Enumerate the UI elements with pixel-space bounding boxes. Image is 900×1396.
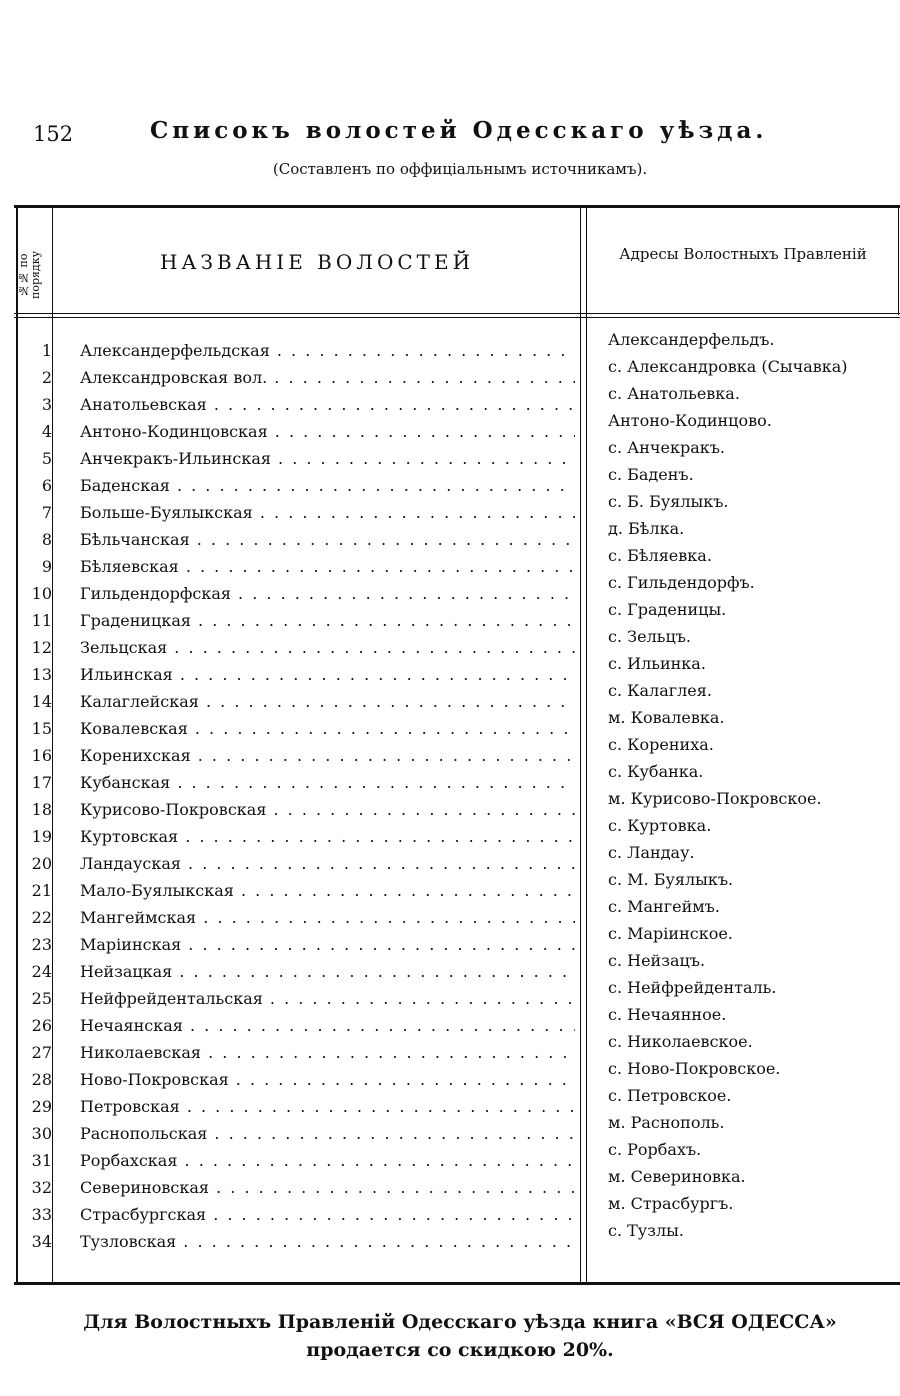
cell-addr: с. Зельцъ. xyxy=(608,627,691,646)
cell-addr: с. Маріинское. xyxy=(608,924,733,943)
cell-num: 6 xyxy=(41,476,52,495)
cell-addr: с. Корениха. xyxy=(608,735,714,754)
cell-addr: с. Калаглея. xyxy=(608,681,712,700)
cell-addr: с. Кубанка. xyxy=(608,762,704,781)
cell-name: Александровская вол. . . . xyxy=(80,368,575,387)
cell-addr: с. Мангеймъ. xyxy=(608,897,720,916)
cell-addr: с. Тузлы. xyxy=(608,1221,684,1240)
cell-name: Антоно-Кодинцовская . . . xyxy=(80,422,575,441)
cell-num: 24 xyxy=(31,962,52,981)
footer-line-2: продается со скидкою 20%. xyxy=(306,1339,614,1361)
cell-num: 28 xyxy=(31,1070,52,1089)
column-header-name: НАЗВАНІЕ ВОЛОСТЕЙ xyxy=(159,250,475,274)
cell-addr: с. Александровка (Сычавка) xyxy=(608,357,848,376)
table-header-rule xyxy=(14,313,900,314)
cell-num: 1 xyxy=(41,341,52,360)
cell-name: Маріинская . . . xyxy=(80,935,575,954)
cell-name: Нечаянская . . . xyxy=(80,1016,575,1035)
cell-name: Больше-Буялыкская . . . xyxy=(80,503,575,522)
cell-name: Бѣляевская . . . xyxy=(80,557,575,576)
cell-name: Гильдендорфская . . . xyxy=(80,584,575,603)
cell-addr: с. Б. Буялыкъ. xyxy=(608,492,729,511)
cell-num: 17 xyxy=(31,773,52,792)
cell-num: 14 xyxy=(31,692,52,711)
cell-name: Зельцская . . . xyxy=(80,638,575,657)
cell-addr: с. Николаевское. xyxy=(608,1032,753,1051)
cell-addr: с. Баденъ. xyxy=(608,465,694,484)
cell-name: Николаевская . . . xyxy=(80,1043,575,1062)
cell-name: Баденская . . . xyxy=(80,476,575,495)
cell-name: Кубанская . . . xyxy=(80,773,575,792)
cell-name: Рорбахская . . . xyxy=(80,1151,575,1170)
cell-addr: с. Ландау. xyxy=(608,843,695,862)
cell-num: 21 xyxy=(31,881,52,900)
cell-name: Граденицкая . . . xyxy=(80,611,575,630)
cell-num: 29 xyxy=(31,1097,52,1116)
cell-addr: Александерфельдъ. xyxy=(608,330,775,349)
volost-table xyxy=(14,205,900,1285)
cell-addr: с. М. Буялыкъ. xyxy=(608,870,734,889)
table-row xyxy=(14,1221,900,1255)
cell-addr: м. Ковалевка. xyxy=(608,708,725,727)
page-subtitle: (Составленъ по оффиціальнымъ источникамъ). xyxy=(272,160,648,178)
footer-note xyxy=(0,1308,900,1364)
cell-addr: с. Петровское. xyxy=(608,1086,732,1105)
cell-num: 13 xyxy=(31,665,52,684)
cell-name: Ковалевская . . . xyxy=(80,719,575,738)
table-right-border xyxy=(898,205,899,315)
cell-name: Нейзацкая . . . xyxy=(80,962,575,981)
cell-num: 19 xyxy=(31,827,52,846)
column-header-address: Адресы Волостныхъ Правленій xyxy=(619,245,867,263)
cell-addr: с. Рорбахъ. xyxy=(608,1140,702,1159)
cell-num: 4 xyxy=(41,422,52,441)
cell-addr: с. Анатольевка. xyxy=(608,384,740,403)
cell-addr: м. Курисово-Покровское. xyxy=(608,789,822,808)
cell-num: 26 xyxy=(31,1016,52,1035)
cell-name: Александерфельдская . . . xyxy=(80,341,575,360)
cell-name: Нейфрейдентальская . . . xyxy=(80,989,575,1008)
cell-name: Анатольевская . . . xyxy=(80,395,575,414)
table-bottom-rule xyxy=(14,1282,900,1285)
cell-addr: д. Бѣлка. xyxy=(608,519,685,538)
cell-addr: с. Ильинка. xyxy=(608,654,706,673)
cell-name: Севериновская . . . xyxy=(80,1178,575,1197)
cell-num: 7 xyxy=(41,503,52,522)
cell-num: 5 xyxy=(41,449,52,468)
cell-name: Страсбургская . . . xyxy=(80,1205,575,1224)
cell-num: 32 xyxy=(31,1178,52,1197)
cell-num: 20 xyxy=(31,854,52,873)
cell-num: 11 xyxy=(31,611,52,630)
cell-name: Ильинская . . . xyxy=(80,665,575,684)
cell-name: Тузловская . . . xyxy=(80,1232,575,1251)
cell-num: 15 xyxy=(31,719,52,738)
cell-name: Ландауская . . . xyxy=(80,854,575,873)
table-header-rule-double xyxy=(14,317,900,318)
cell-name: Калаглейская . . . xyxy=(80,692,575,711)
cell-addr: с. Гильдендорфъ. xyxy=(608,573,755,592)
cell-addr: с. Бѣляевка. xyxy=(608,546,712,565)
cell-num: 27 xyxy=(31,1043,52,1062)
cell-num: 23 xyxy=(31,935,52,954)
cell-name: Курисово-Покровская . . . xyxy=(80,800,575,819)
cell-addr: с. Ново-Покровское. xyxy=(608,1059,781,1078)
cell-name: Раснопольская . . . xyxy=(80,1124,575,1143)
cell-name: Петровская . . . xyxy=(80,1097,575,1116)
cell-num: 33 xyxy=(31,1205,52,1224)
cell-num: 18 xyxy=(31,800,52,819)
cell-num: 3 xyxy=(41,395,52,414)
cell-name: Ново-Покровская . . . xyxy=(80,1070,575,1089)
cell-num: 2 xyxy=(41,368,52,387)
cell-addr: м. Страсбургъ. xyxy=(608,1194,734,1213)
cell-addr: м. Раснополь. xyxy=(608,1113,725,1132)
cell-num: 16 xyxy=(31,746,52,765)
cell-num: 9 xyxy=(41,557,52,576)
cell-addr: с. Куртовка. xyxy=(608,816,712,835)
cell-addr: с. Граденицы. xyxy=(608,600,727,619)
cell-addr: с. Нейзацъ. xyxy=(608,951,706,970)
cell-name: Анчекракъ-Ильинская . . . xyxy=(80,449,575,468)
cell-num: 34 xyxy=(31,1232,52,1251)
page-title: Списокъ волостей Одесскаго уѣзда. xyxy=(150,117,768,144)
cell-name: Мало-Буялыкская . . . xyxy=(80,881,575,900)
cell-name: Коренихская . . . xyxy=(80,746,575,765)
cell-num: 30 xyxy=(31,1124,52,1143)
cell-addr: с. Нечаянное. xyxy=(608,1005,727,1024)
cell-addr: с. Анчекракъ. xyxy=(608,438,726,457)
cell-num: 31 xyxy=(31,1151,52,1170)
cell-num: 22 xyxy=(31,908,52,927)
column-header-number: №№ по порядку xyxy=(17,250,42,300)
cell-addr: Антоно-Кодинцово. xyxy=(608,411,772,430)
cell-name: Мангеймская . . . xyxy=(80,908,575,927)
cell-num: 8 xyxy=(41,530,52,549)
table-body xyxy=(14,330,900,1255)
footer-line-1: Для Волостныхъ Правленій Одесскаго уѣзда книга «ВСЯ ОДЕССА» xyxy=(83,1311,837,1333)
cell-num: 12 xyxy=(31,638,52,657)
cell-num: 10 xyxy=(31,584,52,603)
cell-name: Куртовская . . . xyxy=(80,827,575,846)
cell-num: 25 xyxy=(31,989,52,1008)
cell-name: Бѣльчанская . . . xyxy=(80,530,575,549)
cell-addr: с. Нейфрейденталь. xyxy=(608,978,777,997)
page-number: 152 xyxy=(33,122,74,146)
table-top-rule xyxy=(14,205,900,208)
cell-addr: м. Севериновка. xyxy=(608,1167,746,1186)
